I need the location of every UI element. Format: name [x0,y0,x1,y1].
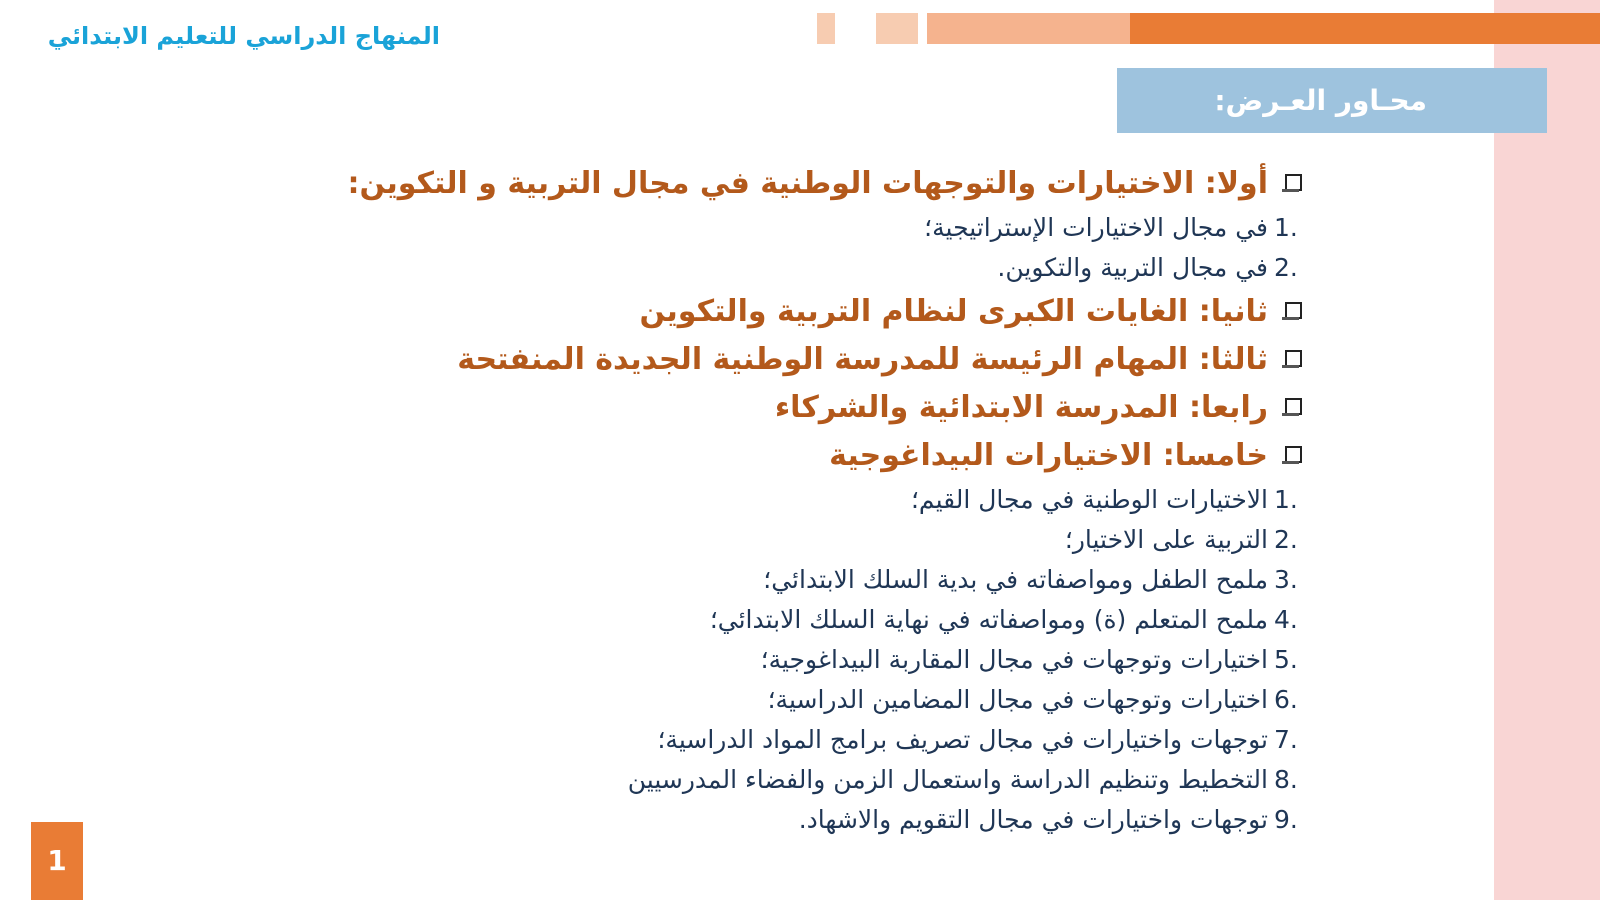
outline-item-4 [400,384,1306,432]
checkbox-bullet-icon [1285,398,1302,415]
sub-item-text: الاختيارات الوطنية في مجال القيم؛ [910,485,1268,514]
sub-item [400,640,1306,680]
sub-item-text: ملمح الطفل ومواصفاته في بدية السلك الابتدائي؛ [763,565,1268,594]
sub-item-number: 8. [1274,765,1298,794]
sub-item-text: اختيارات وتوجهات في مجال المقاربة البيداغوجية؛ [760,645,1268,674]
page-number: 1 [31,822,83,900]
sub-item [400,680,1306,720]
outline-item-1 [347,160,1306,208]
sub-item-text: ملمح المتعلم (ة) ومواصفاته في نهاية السلك الابتدائي؛ [709,605,1268,634]
header-decor-bar-3 [927,13,1132,44]
sub-item-text: التخطيط وتنظيم الدراسة واستعمال الزمن والفضاء المدرسيين [627,765,1268,794]
outline-item-1-sublist [400,208,1306,288]
outline-item-title: خامسا: الاختيارات البيداغوجية [829,438,1268,473]
sub-item-number: 6. [1274,685,1298,714]
sub-item-text: توجهات واختيارات في مجال تصريف برامج المواد الدراسية؛ [657,725,1268,754]
sub-item-number: 7. [1274,725,1298,754]
outline-item-2 [400,288,1306,336]
sub-item-number: 1. [1274,485,1298,514]
outline-item-5-sublist [400,480,1306,840]
outline-item-title: ثالثا: المهام الرئيسة للمدرسة الوطنية الجديدة المنفتحة [457,342,1268,377]
section-title-box [1117,68,1547,133]
outline-item-title: أولا: الاختيارات والتوجهات الوطنية في مجال التربية و التكوين: [347,166,1268,201]
sub-item [400,520,1306,560]
sub-item-number: 1. [1274,213,1298,242]
outline-item-5 [400,432,1306,480]
sub-item [400,480,1306,520]
sub-item [400,600,1306,640]
outline-item-title: ثانيا: الغايات الكبرى لنظام التربية والتكوين [639,294,1268,329]
sub-item-number: 4. [1274,605,1298,634]
sub-item [400,760,1306,800]
outline-list [347,160,1306,840]
sub-item [400,248,1306,288]
sub-item-text: التربية على الاختيار؛ [1064,525,1268,554]
header-decor-bar-1 [817,13,835,44]
checkbox-bullet-icon [1285,350,1302,367]
right-decorative-band [1494,0,1600,900]
section-title: محـاور العـرض: [1214,84,1427,117]
sub-item-text: في مجال التربية والتكوين. [997,253,1268,282]
sub-item [400,560,1306,600]
sub-item-number: 3. [1274,565,1298,594]
outline-item-1-sublist-container [400,208,1306,288]
header-decor-bar-4 [1130,13,1600,44]
header-decor-bar-2 [876,13,918,44]
outline-item-title: رابعا: المدرسة الابتدائية والشركاء [774,390,1268,425]
sub-item-text: في مجال الاختيارات الإستراتيجية؛ [924,213,1268,242]
header-title: المنهاج الدراسي للتعليم الابتدائي [47,22,440,50]
outline-item-5-sublist-container [400,480,1306,840]
sub-item-number: 2. [1274,525,1298,554]
sub-item-number: 2. [1274,253,1298,282]
sub-item-text: اختيارات وتوجهات في مجال المضامين الدراسية؛ [767,685,1268,714]
checkbox-bullet-icon [1285,302,1302,319]
checkbox-bullet-icon [1285,174,1302,191]
sub-item [400,208,1306,248]
checkbox-bullet-icon [1285,446,1302,463]
sub-item [400,720,1306,760]
sub-item-text: توجهات واختيارات في مجال التقويم والاشهاد. [798,805,1268,834]
sub-item-number: 9. [1274,805,1298,834]
sub-item [400,800,1306,840]
outline-item-3 [400,336,1306,384]
sub-item-number: 5. [1274,645,1298,674]
